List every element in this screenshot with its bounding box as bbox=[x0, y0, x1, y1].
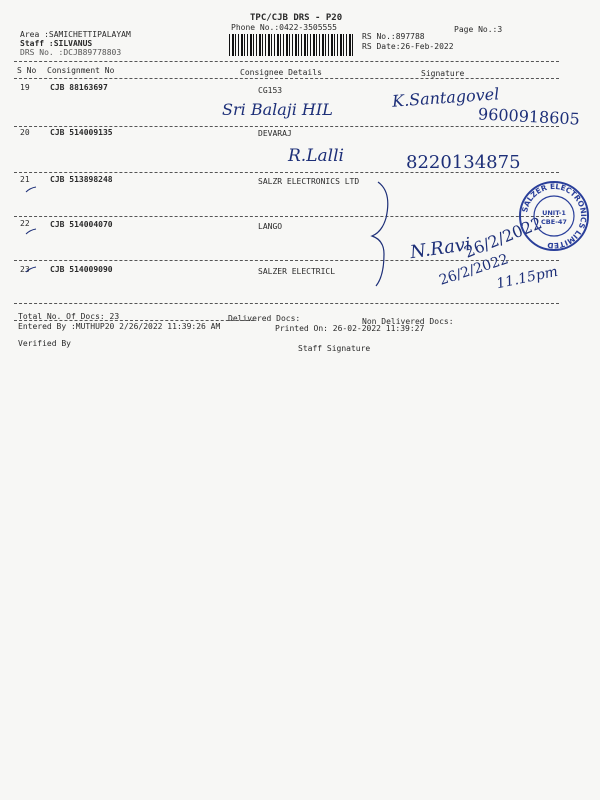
page-number: Page No.:3 bbox=[454, 25, 503, 34]
rs-date: RS Date:26-Feb-2022 bbox=[362, 42, 454, 51]
handwritten-signature: K.Santagovel bbox=[391, 84, 500, 111]
row-consignee: SALZR ELECTRONICS LTD bbox=[258, 177, 360, 186]
row-sno: 23 bbox=[20, 265, 30, 274]
handwritten-name: Sri Balaji HIL bbox=[222, 100, 333, 119]
handwritten-time: 11.15pm bbox=[495, 263, 560, 293]
barcode bbox=[229, 34, 354, 56]
delivered-docs: Delivered Docs: bbox=[228, 314, 301, 323]
non-delivered-docs: Non Delivered Docs: bbox=[362, 317, 454, 326]
handwritten-signature: R.Lalli bbox=[288, 146, 344, 166]
row-consignment: CJB 88163697 bbox=[50, 83, 108, 92]
stamp-unit: UNIT-1 bbox=[542, 209, 566, 217]
row-consignment: CJB 514009135 bbox=[50, 128, 113, 137]
row-consignee: SALZER ELECTRICL bbox=[258, 267, 336, 276]
phone-number: Phone No.:0422-3505555 bbox=[231, 23, 337, 32]
drs-number: DRS No. :DCJB89778803 bbox=[20, 48, 122, 57]
row-consignee: LANGO bbox=[258, 222, 283, 231]
row-sno: 20 bbox=[20, 128, 30, 137]
row-consignment: CJB 513898248 bbox=[50, 175, 113, 184]
divider bbox=[14, 216, 559, 217]
handwritten-date: 26/2/2022 bbox=[461, 213, 545, 262]
area-label: Area :SAMICHETTIPALAYAM bbox=[20, 30, 131, 39]
divider bbox=[14, 61, 559, 62]
row-consignment: CJB 514004070 bbox=[50, 220, 113, 229]
divider bbox=[14, 172, 559, 173]
handwritten-phone: 8220134875 bbox=[406, 152, 521, 173]
handwritten-date-2: 26/2/2022 bbox=[437, 251, 511, 289]
divider bbox=[14, 126, 559, 127]
bracket-mark bbox=[370, 180, 410, 290]
row-consignment: CJB 514009090 bbox=[50, 265, 113, 274]
document-title: TPC/CJB DRS - P20 bbox=[250, 13, 343, 23]
col-header-sno: S No bbox=[17, 66, 37, 75]
printed-on: Printed On: 26-02-2022 11:39:27 bbox=[275, 324, 425, 333]
row-sno: 19 bbox=[20, 83, 30, 92]
row-sno: 22 bbox=[20, 219, 30, 228]
divider bbox=[14, 320, 254, 321]
entered-by: Entered By :MUTHUP20 2/26/2022 11:39:26 AM bbox=[18, 322, 221, 331]
row-sno: 21 bbox=[20, 175, 30, 184]
divider bbox=[14, 303, 559, 304]
col-header-signature: Signature bbox=[421, 69, 465, 78]
verified-by: Verified By bbox=[18, 339, 71, 348]
handwritten-signature: N.Ravi bbox=[408, 233, 473, 264]
stamp-text: SALZER ELECTRONICS LIMITED bbox=[520, 181, 589, 251]
divider bbox=[14, 78, 559, 79]
rs-number: RS No.:897788 bbox=[362, 32, 425, 41]
company-stamp bbox=[518, 180, 590, 252]
tick-marks bbox=[20, 184, 40, 274]
staff-label: Staff :SILVANUS bbox=[20, 39, 93, 48]
stamp-city: CBE-47 bbox=[541, 218, 567, 226]
row-consignee: DEVARAJ bbox=[258, 129, 292, 138]
col-header-consignee: Consignee Details bbox=[240, 68, 322, 77]
staff-signature: Staff Signature bbox=[298, 344, 371, 353]
row-consignee: CG153 bbox=[258, 86, 283, 95]
handwritten-phone: 9600918605 bbox=[477, 104, 581, 129]
total-docs: Total No. Of Docs: 23 bbox=[18, 312, 120, 321]
col-header-consignment: Consignment No bbox=[47, 66, 115, 75]
